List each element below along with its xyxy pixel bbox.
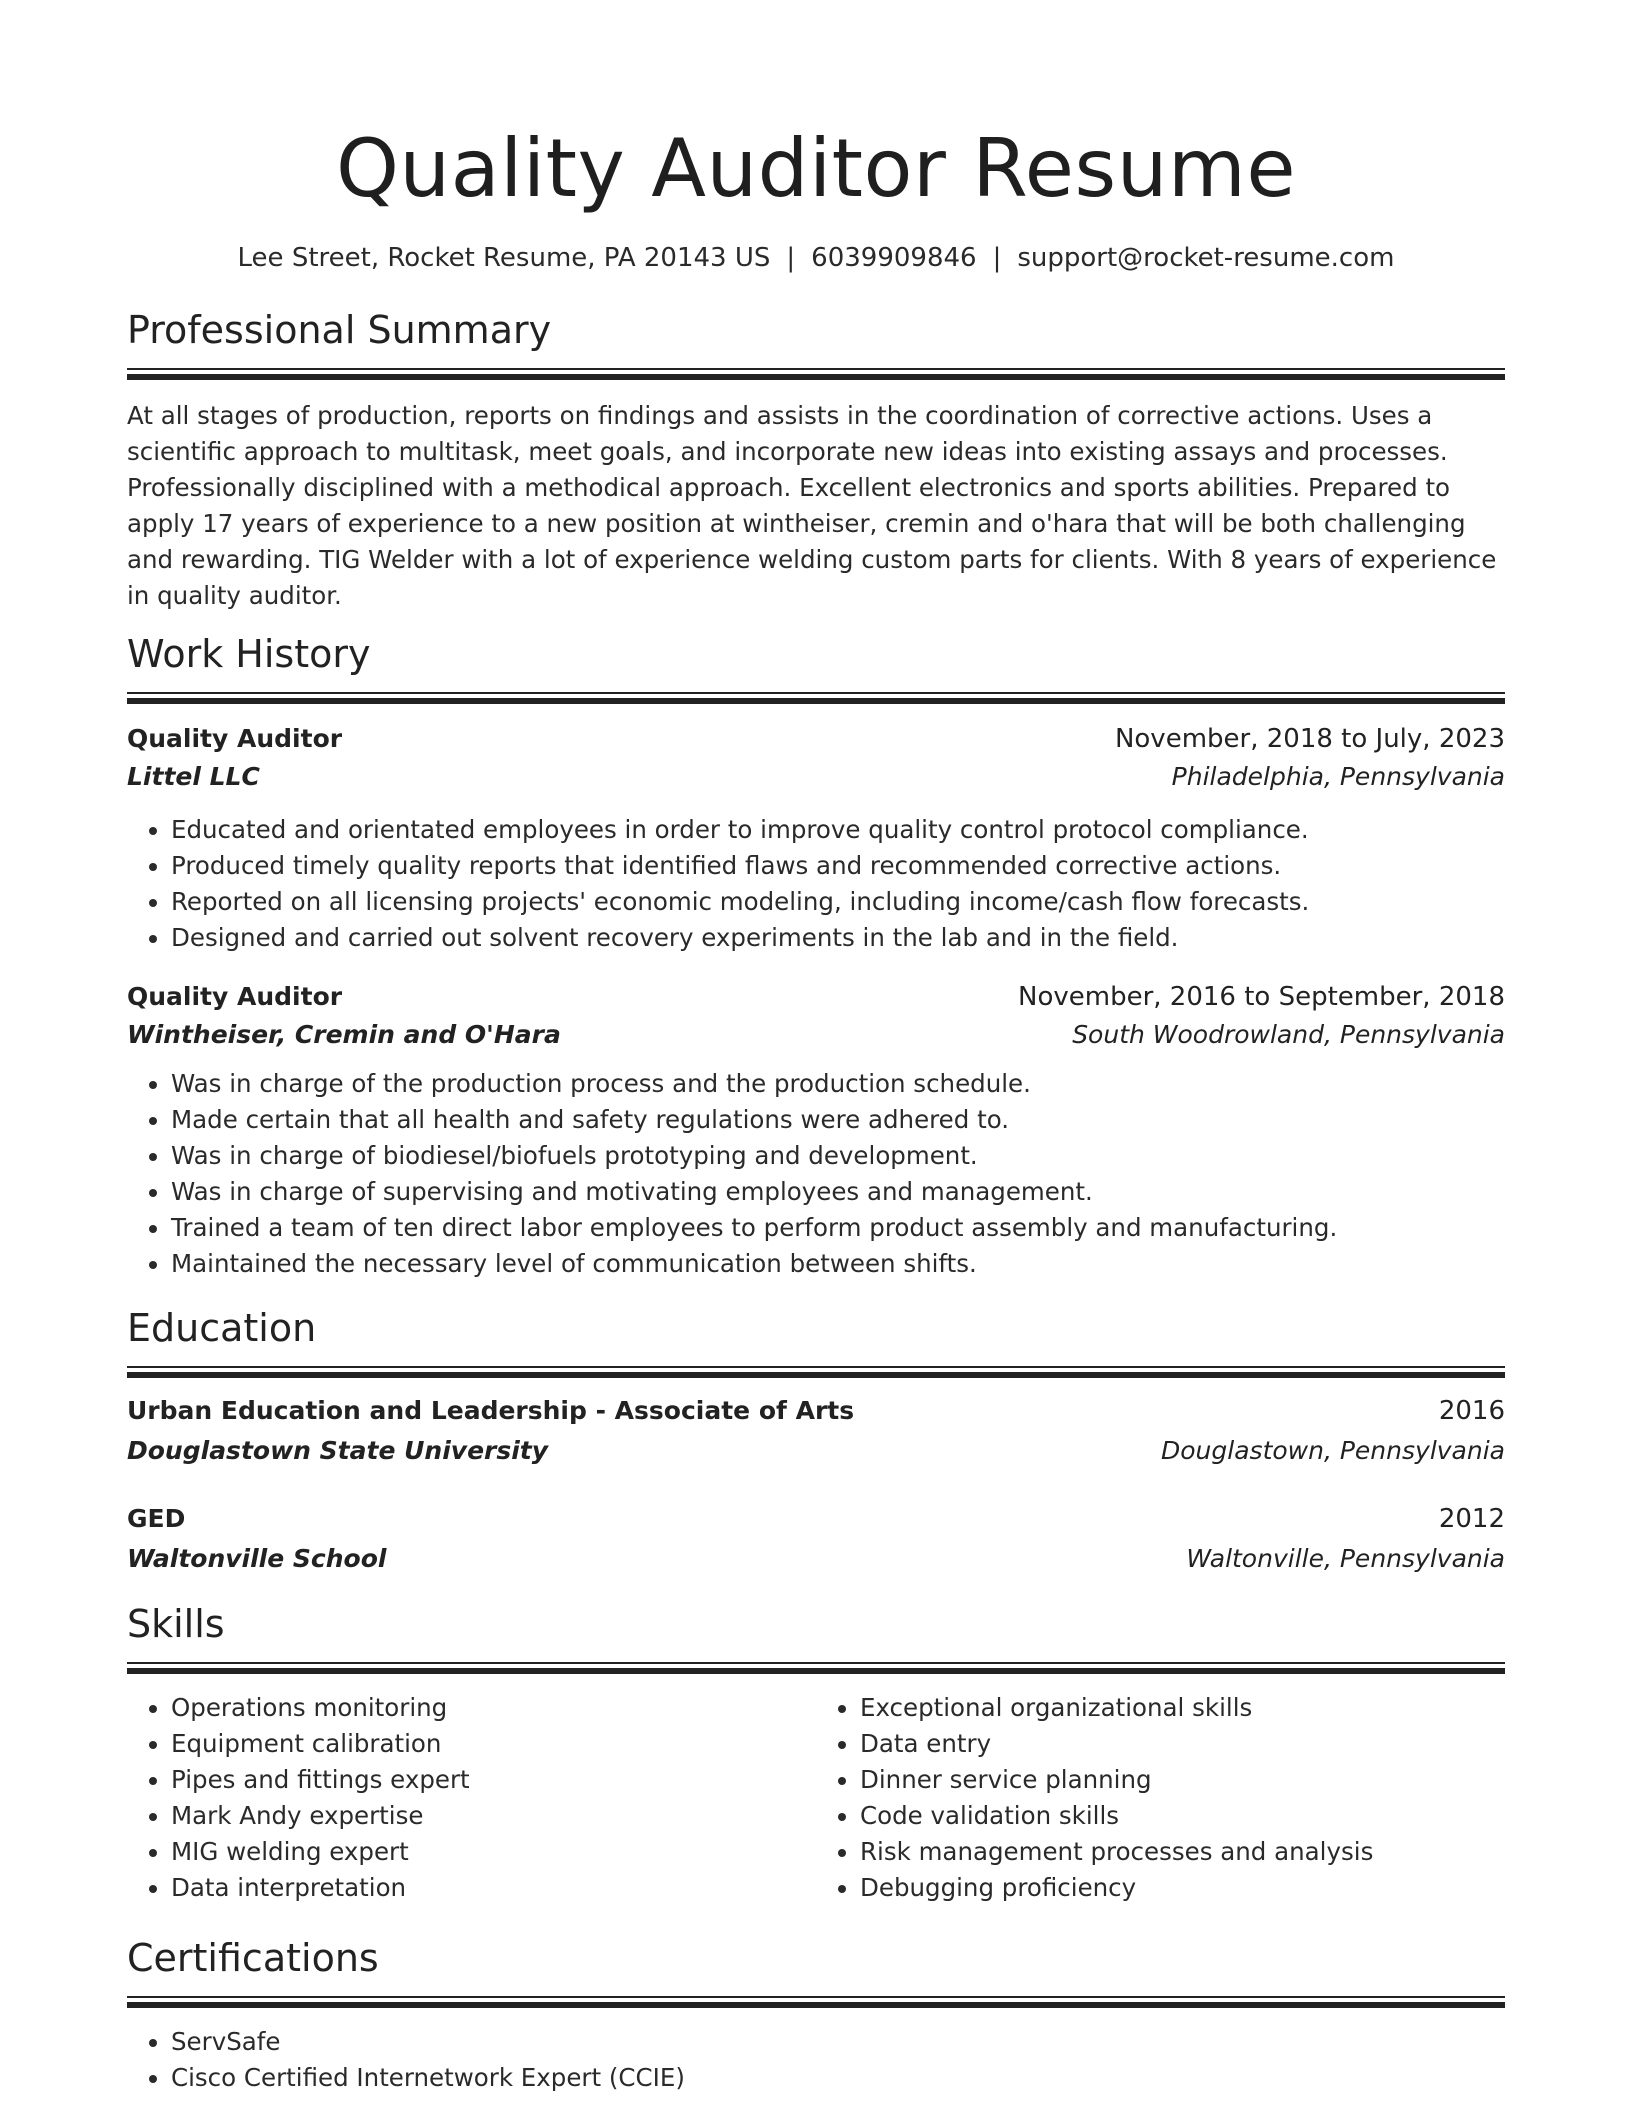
job-company: Wintheiser, Cremin and O'Hara xyxy=(127,1020,561,1049)
list-item: • Dinner service planning xyxy=(860,1762,1505,1798)
list-item: • Reported on all licensing projects' economic modeling, including income/cash flow forecasts. xyxy=(171,884,1505,920)
list-item: • ServSafe xyxy=(171,2024,1505,2060)
resume-title: Quality Auditor Resume xyxy=(335,122,1297,215)
contact-separator: | xyxy=(992,243,1002,273)
education-year: 2012 xyxy=(1438,1504,1505,1534)
list-item: • Was in charge of supervising and motivating employees and management. xyxy=(171,1174,1505,1210)
list-item: • Was in charge of biodiesel/biofuels prototyping and development. xyxy=(171,1138,1505,1174)
education-school: Waltonville School xyxy=(127,1544,387,1573)
list-item: • MIG welding expert xyxy=(171,1834,816,1870)
education-degree: Urban Education and Leadership - Associate of Arts xyxy=(127,1396,855,1425)
list-item: • Data interpretation xyxy=(171,1870,816,1906)
work-history-heading: Work History xyxy=(127,632,371,676)
job-title: Quality Auditor xyxy=(127,724,343,753)
education-school-row xyxy=(127,1432,1505,1470)
skills-list-right xyxy=(816,1690,1505,1906)
job-location: Philadelphia, Pennsylvania xyxy=(1171,762,1505,791)
section-divider xyxy=(127,1366,1505,1378)
section-divider xyxy=(127,692,1505,704)
contact-line xyxy=(127,240,1505,276)
list-item: • Debugging proficiency xyxy=(860,1870,1505,1906)
list-item: • Mark Andy expertise xyxy=(171,1798,816,1834)
list-item: • Code validation skills xyxy=(860,1798,1505,1834)
education-school-row xyxy=(127,1540,1505,1578)
education-entry xyxy=(127,1500,1505,1578)
job-bullets xyxy=(127,812,1505,956)
education-degree: GED xyxy=(127,1504,186,1533)
section-divider xyxy=(127,368,1505,380)
skills-grid xyxy=(127,1690,1505,1906)
summary-heading: Professional Summary xyxy=(127,308,552,352)
job-bullets xyxy=(127,1066,1505,1282)
education-entry xyxy=(127,1392,1505,1470)
list-item: • Pipes and fittings expert xyxy=(171,1762,816,1798)
education-location: Waltonville, Pennsylvania xyxy=(1186,1544,1505,1573)
skills-heading: Skills xyxy=(127,1602,225,1646)
education-header-row xyxy=(127,1392,1505,1430)
education-year: 2016 xyxy=(1438,1396,1505,1426)
section-divider xyxy=(127,1996,1505,2008)
job-company: Littel LLC xyxy=(127,762,260,791)
education-location: Douglastown, Pennsylvania xyxy=(1161,1436,1505,1465)
contact-phone: 6039909846 xyxy=(811,243,977,273)
certifications-list xyxy=(127,2024,1505,2096)
list-item: • Exceptional organizational skills xyxy=(860,1690,1505,1726)
list-item: • Trained a team of ten direct labor employees to perform product assembly and manufacturing. xyxy=(171,1210,1505,1246)
skills-section xyxy=(127,1600,1505,1906)
summary-text: At all stages of production, reports on findings and assists in the coordination of corrective actions. Uses a scientific approach to multitask, meet goals, and incorporate new ideas into existing assays and processes. Professionally disciplined with a methodical approach. Excellent electronics and sports abilities. Prepared to apply 17 years of experience to a new position at wintheiser, cremin and o'hara that will be both challenging and rewarding. TIG Welder with a lot of experience welding custom parts for clients. With 8 years of experience in quality auditor. xyxy=(127,401,1497,610)
job-dates: November, 2018 to July, 2023 xyxy=(1114,724,1505,754)
list-item: • Educated and orientated employees in order to improve quality control protocol compliance. xyxy=(171,812,1505,848)
job-entry xyxy=(127,978,1505,1282)
job-company-row xyxy=(127,758,1505,796)
summary-section xyxy=(127,306,1505,614)
list-item: • Maintained the necessary level of communication between shifts. xyxy=(171,1246,1505,1282)
contact-address: Lee Street, Rocket Resume, PA 20143 US xyxy=(237,243,771,273)
list-item: • Designed and carried out solvent recovery experiments in the lab and in the field. xyxy=(171,920,1505,956)
list-item: • Was in charge of the production process and the production schedule. xyxy=(171,1066,1505,1102)
certifications-section xyxy=(127,1934,1505,2096)
education-heading: Education xyxy=(127,1306,317,1350)
section-divider xyxy=(127,1662,1505,1674)
job-title: Quality Auditor xyxy=(127,982,343,1011)
job-header-row xyxy=(127,720,1505,758)
list-item: • Data entry xyxy=(860,1726,1505,1762)
job-company-row xyxy=(127,1016,1505,1054)
education-school: Douglastown State University xyxy=(127,1436,549,1465)
list-item: • Equipment calibration xyxy=(171,1726,816,1762)
certifications-heading: Certifications xyxy=(127,1936,379,1980)
list-item: • Risk management processes and analysis xyxy=(860,1834,1505,1870)
job-dates: November, 2016 to September, 2018 xyxy=(1018,982,1505,1012)
skills-list-left xyxy=(127,1690,816,1906)
contact-separator: | xyxy=(786,243,796,273)
job-entry xyxy=(127,720,1505,956)
job-location: South Woodrowland, Pennsylvania xyxy=(1072,1020,1505,1049)
list-item: • Made certain that all health and safety regulations were adhered to. xyxy=(171,1102,1505,1138)
list-item: • Produced timely quality reports that identified flaws and recommended corrective actions. xyxy=(171,848,1505,884)
list-item: • Cisco Certified Internetwork Expert (CCIE) xyxy=(171,2060,1505,2096)
job-header-row xyxy=(127,978,1505,1016)
contact-email[interactable]: support@rocket-resume.com xyxy=(1017,243,1395,273)
work-history-section xyxy=(127,630,1505,1282)
education-header-row xyxy=(127,1500,1505,1538)
list-item: • Operations monitoring xyxy=(171,1690,816,1726)
education-section xyxy=(127,1304,1505,1578)
